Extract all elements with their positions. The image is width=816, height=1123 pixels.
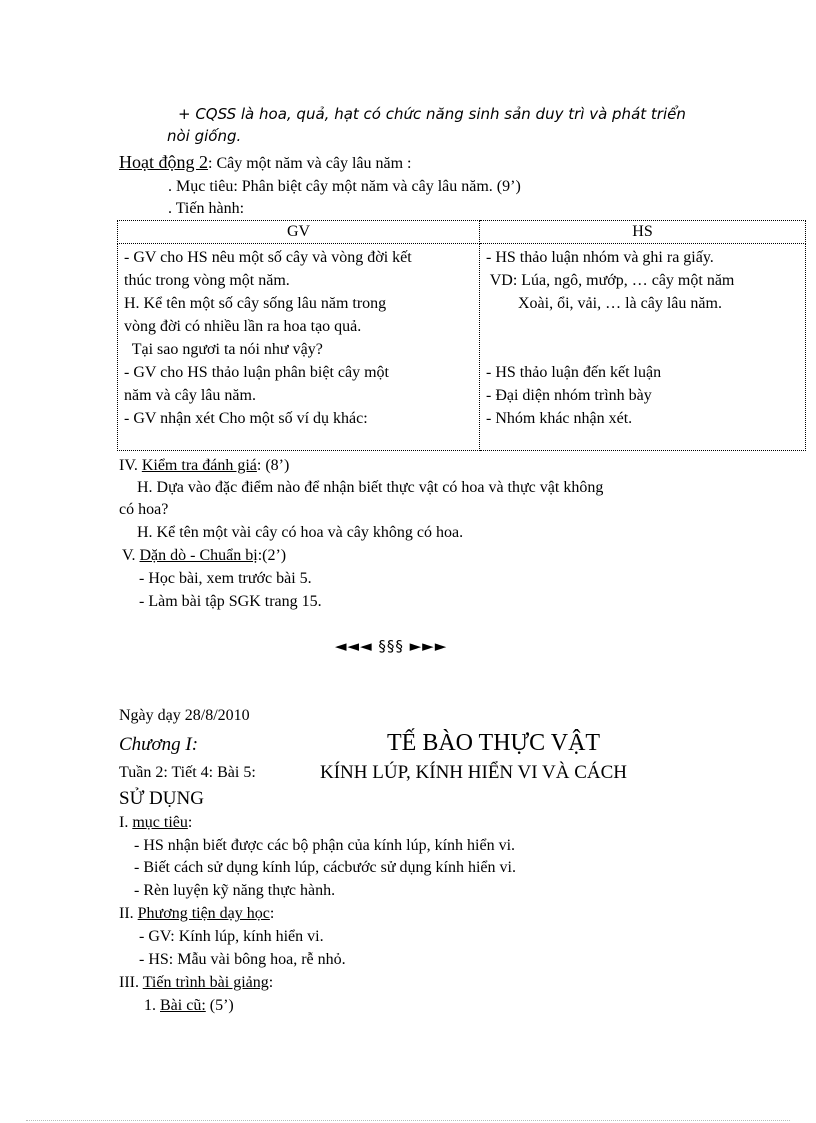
gv-line: - GV cho HS nêu một số cây và vòng đời kết bbox=[124, 249, 412, 266]
page-bottom-rule bbox=[26, 1120, 790, 1121]
section-5-item: - Làm bài tập SGK trang 15. bbox=[139, 593, 322, 610]
hs-line: - HS thảo luận đến kết luận bbox=[486, 364, 662, 381]
objectives-title: mục tiêu bbox=[132, 814, 188, 831]
section-4-label: IV. bbox=[119, 457, 138, 474]
process-colon: : bbox=[268, 974, 274, 991]
gv-line: thúc trong vòng một năm. bbox=[124, 272, 290, 289]
question-2: H. Kể tên một vài cây có hoa và cây không có hoa. bbox=[137, 524, 464, 541]
section-5-item: - Học bài, xem trước bài 5. bbox=[139, 570, 312, 587]
objectives-label: I. bbox=[119, 814, 129, 831]
chapter-label: Chương I: bbox=[119, 734, 199, 755]
process-step-1 bbox=[144, 996, 234, 1016]
means-colon: : bbox=[269, 905, 275, 922]
objective-item: - HS nhận biết được các bộ phận của kính lúp, kính hiển vi. bbox=[134, 837, 516, 854]
question-1-line-2: có hoa? bbox=[119, 501, 169, 518]
hs-line bbox=[486, 338, 799, 361]
activity-2-procedure: . Tiến hành: bbox=[168, 200, 245, 217]
section-separator: ◄◄◄ §§§ ►►► bbox=[335, 637, 448, 655]
means-title: Phương tiện dạy học bbox=[137, 905, 270, 922]
table-header-hs: HS bbox=[480, 221, 806, 244]
objectives-colon: : bbox=[187, 814, 193, 831]
cqss-line-2: nòi giống. bbox=[167, 127, 242, 145]
step-1-title: Bài cũ: bbox=[160, 997, 206, 1014]
hs-line: Xoài, ổi, vải, … là cây lâu năm. bbox=[486, 295, 722, 312]
section-5-heading bbox=[122, 546, 286, 566]
lesson-date: Ngày dạy 28/8/2010 bbox=[119, 707, 250, 724]
process-label: III. bbox=[119, 974, 139, 991]
activity-2-heading bbox=[119, 152, 412, 174]
gv-line: Tại sao ngươi ta nói như vậy? bbox=[124, 341, 323, 358]
lesson-title-line-2: SỬ DỤNG bbox=[119, 788, 204, 809]
hs-line bbox=[486, 315, 799, 338]
activity-2-title-rest: : Cây một năm và cây lâu năm : bbox=[208, 155, 412, 172]
means-item: - GV: Kính lúp, kính hiển vi. bbox=[139, 928, 324, 945]
chapter-title: TẾ BÀO THỰC VẬT bbox=[387, 730, 601, 756]
process-heading bbox=[119, 973, 273, 993]
process-title: Tiến trình bài giảng bbox=[142, 974, 269, 991]
gv-line: - GV nhận xét Cho một số ví dụ khác: bbox=[124, 410, 368, 427]
means-item: - HS: Mẫu vài bông hoa, rễ nhỏ. bbox=[139, 951, 346, 968]
section-4-title: Kiểm tra đánh giá bbox=[141, 457, 257, 474]
hs-line: - Nhóm khác nhận xét. bbox=[486, 410, 633, 427]
section-4-heading bbox=[119, 456, 289, 476]
activity-2-objective: . Mục tiêu: Phân biệt cây một năm và cây lâu năm. (9’) bbox=[168, 178, 521, 195]
table-header-gv: GV bbox=[118, 221, 480, 244]
objectives-heading bbox=[119, 813, 192, 833]
hs-line: - Đại diện nhóm trình bày bbox=[486, 387, 652, 404]
step-1-time: (5’) bbox=[205, 997, 234, 1014]
gv-line: H. Kể tên một số cây sống lâu năm trong bbox=[124, 295, 387, 312]
means-label: II. bbox=[119, 905, 134, 922]
section-5-title: Dặn dò - Chuẩn bị bbox=[139, 547, 258, 564]
lesson-title-line-1: KÍNH LÚP, KÍNH HIỂN VI VÀ CÁCH bbox=[320, 762, 627, 783]
week-info: Tuần 2: Tiết 4: Bài 5: bbox=[119, 764, 256, 781]
objective-item: - Biết cách sử dụng kính lúp, cácbước sử dụng kính hiển vi. bbox=[134, 859, 516, 876]
step-1-number: 1. bbox=[144, 997, 156, 1014]
means-heading bbox=[119, 904, 274, 924]
section-5-time: :(2’) bbox=[257, 547, 287, 564]
section-5-label: V. bbox=[122, 547, 136, 564]
activity-table bbox=[117, 220, 806, 451]
activity-2-title: Hoạt động 2 bbox=[119, 152, 208, 172]
gv-cell bbox=[118, 244, 480, 451]
hs-cell bbox=[480, 244, 806, 451]
gv-line: - GV cho HS thảo luận phân biệt cây một bbox=[124, 364, 389, 381]
gv-line: vòng đời có nhiều lần ra hoa tạo quả. bbox=[124, 318, 362, 335]
gv-line: năm và cây lâu năm. bbox=[124, 387, 256, 404]
hs-line: VD: Lúa, ngô, mướp, … cây một năm bbox=[486, 272, 735, 289]
question-1-line-1: H. Dựa vào đặc điểm nào để nhận biết thực vật có hoa và thực vật không bbox=[137, 479, 604, 496]
section-4-time: : (8’) bbox=[256, 457, 290, 474]
objective-item: - Rèn luyện kỹ năng thực hành. bbox=[134, 882, 336, 899]
hs-line: - HS thảo luận nhóm và ghi ra giấy. bbox=[486, 249, 714, 266]
cqss-line-1: + CQSS là hoa, quả, hạt có chức năng sinh sản duy trì và phát triển bbox=[178, 105, 686, 123]
